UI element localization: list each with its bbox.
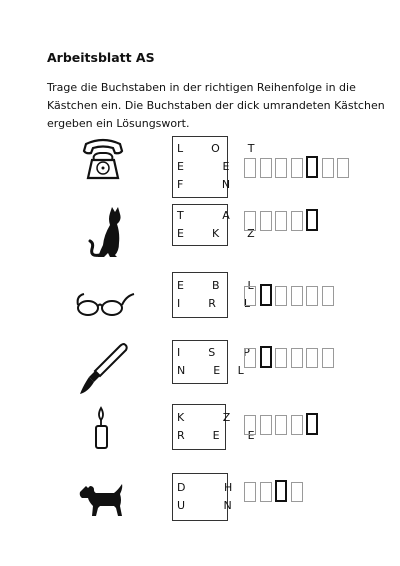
answer-box[interactable] [260, 211, 272, 231]
letters-line: I S P [177, 346, 257, 359]
answer-box[interactable] [306, 286, 318, 306]
answer-boxes [244, 209, 322, 231]
dog-icon [70, 472, 136, 532]
exercise-row [0, 404, 400, 464]
telephone-icon [70, 134, 136, 194]
letters-line: K Z [177, 411, 238, 424]
answer-box[interactable] [244, 415, 256, 435]
letters-line: R E E [177, 429, 262, 442]
answer-box[interactable] [260, 482, 272, 502]
glasses-icon [70, 272, 136, 332]
answer-box[interactable] [244, 348, 256, 368]
solution-box[interactable] [306, 156, 318, 178]
answer-box[interactable] [275, 348, 287, 368]
answer-box[interactable] [291, 415, 303, 435]
letters-line: F N [177, 178, 238, 191]
answer-boxes [244, 156, 353, 178]
exercise-row [0, 270, 400, 330]
letters-line: E E [177, 160, 237, 173]
exercise-row [0, 134, 400, 194]
solution-box[interactable] [260, 346, 272, 368]
instruction-line: Trage die Buchstaben in der richtigen Reihenfolge in die [47, 81, 356, 94]
letters-line: E B L [177, 279, 261, 292]
answer-box[interactable] [275, 211, 287, 231]
letter-scramble-box [172, 340, 257, 384]
answer-boxes [244, 284, 337, 306]
answer-box[interactable] [244, 482, 256, 502]
answer-box[interactable] [322, 286, 334, 306]
answer-box[interactable] [322, 348, 334, 368]
answer-box[interactable] [291, 482, 303, 502]
letter-scramble-box [172, 473, 240, 521]
letters-line: U N [177, 499, 239, 512]
answer-box[interactable] [291, 158, 303, 178]
answer-box[interactable] [244, 211, 256, 231]
letters-line: D H [177, 481, 240, 494]
answer-box[interactable] [275, 415, 287, 435]
letters-line: N E L [177, 364, 251, 377]
candle-icon [70, 406, 136, 466]
solution-box[interactable] [260, 284, 272, 306]
exercise-row [0, 200, 400, 260]
answer-box[interactable] [260, 415, 272, 435]
answer-box[interactable] [275, 286, 287, 306]
answer-box[interactable] [322, 158, 334, 178]
instruction-line: ergeben ein Lösungswort. [47, 117, 190, 130]
solution-box[interactable] [306, 209, 318, 231]
answer-box[interactable] [275, 158, 287, 178]
answer-box[interactable] [291, 348, 303, 368]
answer-box[interactable] [291, 286, 303, 306]
answer-box[interactable] [244, 158, 256, 178]
answer-box[interactable] [260, 158, 272, 178]
paintbrush-icon [70, 340, 136, 400]
letters-line: E K Z [177, 227, 262, 240]
instructions [47, 79, 385, 133]
worksheet-title: Arbeitsblatt AS [47, 50, 155, 65]
exercise-row [0, 338, 400, 398]
letter-scramble-box [172, 136, 262, 198]
answer-boxes [244, 480, 306, 502]
answer-boxes [244, 413, 322, 435]
answer-boxes [244, 346, 337, 368]
answer-box[interactable] [306, 348, 318, 368]
letter-scramble-box [172, 204, 262, 246]
instruction-line: Kästchen ein. Die Buchstaben der dick umrandeten Kästchen [47, 99, 385, 112]
exercise-row [0, 472, 400, 532]
letters-line: T A [177, 209, 237, 222]
answer-box[interactable] [337, 158, 349, 178]
letters-line: L O T [177, 142, 262, 155]
answer-box[interactable] [291, 211, 303, 231]
answer-box[interactable] [244, 286, 256, 306]
letter-scramble-box [172, 272, 261, 318]
letter-scramble-box [172, 404, 262, 450]
letters-line: I R L [177, 297, 258, 310]
solution-box[interactable] [306, 413, 318, 435]
solution-box[interactable] [275, 480, 287, 502]
cat-icon [70, 205, 136, 265]
